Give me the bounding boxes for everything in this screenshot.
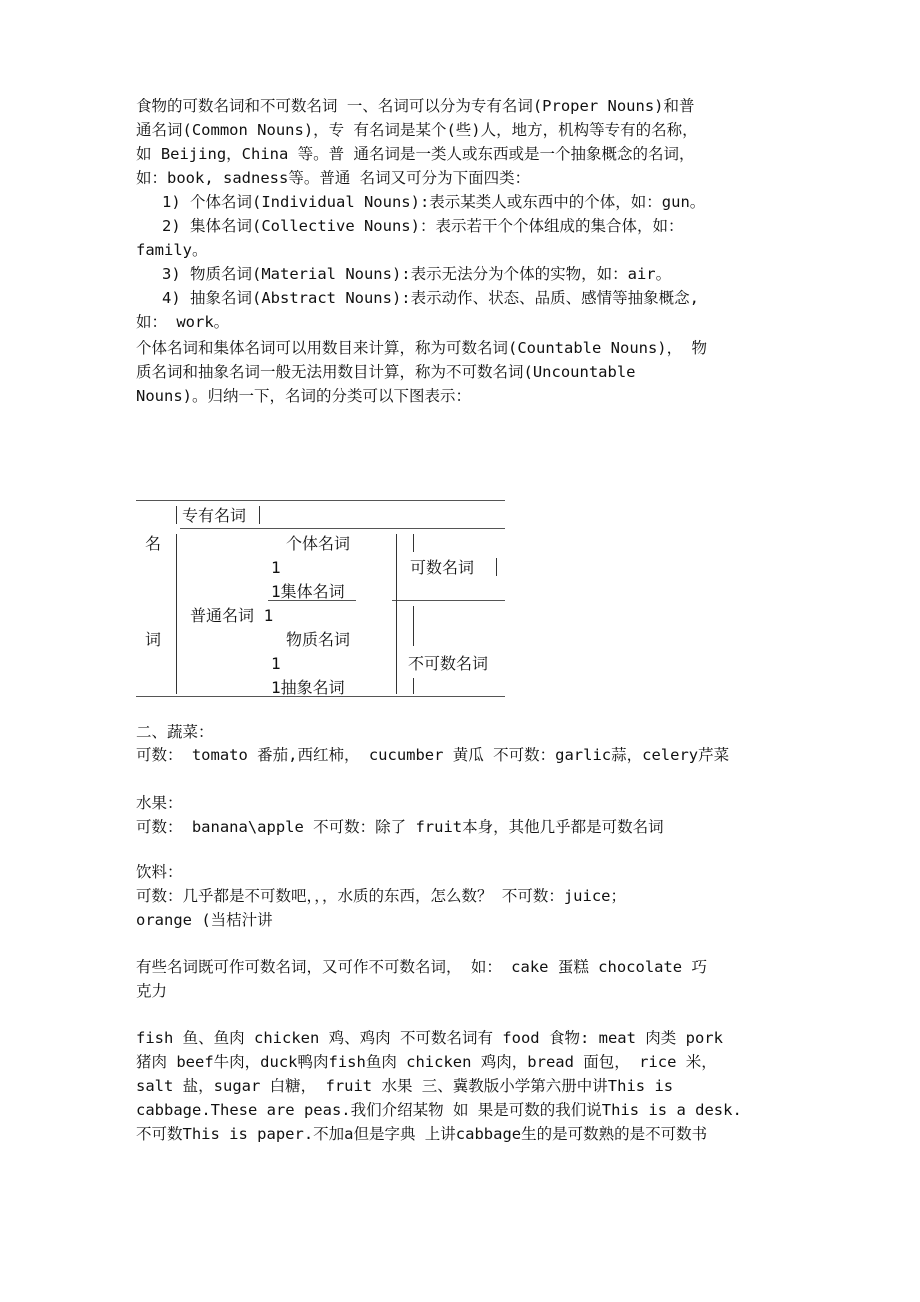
drinks-line: orange (当桔汁讲 xyxy=(136,911,273,929)
diagram-bar xyxy=(176,534,177,694)
final-line: salt 盐，sugar 白糖， fruit 水果 三、冀教版小学第六册中讲This is xyxy=(136,1077,674,1095)
final-line: fish 鱼、鱼肉 chicken 鸡、鸡肉 不可数名词有 food 食物: meat 肉类 pork xyxy=(136,1029,723,1047)
individual-noun-label: 个体名词 xyxy=(286,534,351,553)
bracket-one: 1 xyxy=(271,558,281,577)
countable-line: Nouns)。归纳一下，名词的分类可以下图表示： xyxy=(136,387,471,405)
diagram-bar xyxy=(413,678,414,694)
intro-line: 通名词(Common Nouns)，专 有名词是某个(些)人，地方，机构等专有的名称， xyxy=(136,121,698,139)
final-line: 不可数This is paper.不加a但是字典 上讲cabbage生的是可数熟的是不可数书 xyxy=(136,1125,708,1143)
countable-noun-label: 可数名词 xyxy=(410,558,475,577)
uncountable-noun-label: 不可数名词 xyxy=(408,654,489,673)
diagram-bar xyxy=(176,506,177,524)
intro-line: 如：book, sadness等。普通 名词又可分为下面四类： xyxy=(136,169,531,187)
noun-type-abstract: 4) 抽象名词(Abstract Nouns):表示动作、状态、品质、感情等抽象概念, xyxy=(162,289,699,307)
noun-type-collective-cont: family。 xyxy=(136,241,208,259)
fruit-line: 可数： banana\apple 不可数：除了 fruit本身，其他几乎都是可数名词 xyxy=(136,818,664,836)
final-line: cabbage.These are peas.我们介绍某物 如 果是可数的我们说This is a desk. xyxy=(136,1101,742,1119)
final-line: 猪肉 beef牛肉，duck鸭肉fish鱼肉 chicken 鸡肉，bread 面包， rice 米， xyxy=(136,1053,717,1071)
noun-type-material: 3) 物质名词(Material Nouns):表示无法分为个体的实物，如：air。 xyxy=(162,265,672,283)
proper-noun-label: 专有名词 xyxy=(182,506,247,525)
intro-line: 如 Beijing，China 等。普 通名词是一类人或东西或是一个抽象概念的名词， xyxy=(136,145,695,163)
diagram-bar xyxy=(496,558,497,576)
fruit-title: 水果： xyxy=(136,794,183,812)
drinks-line: 可数：几乎都是不可数吧，，，水质的东西，怎么数？ 不可数：juice； xyxy=(136,887,626,905)
both-line: 有些名词既可作可数名词，又可作不可数名词， 如： cake 蛋糕 chocolate 巧 xyxy=(136,958,707,976)
diagram-rule xyxy=(392,600,505,601)
intro-line: 食物的可数名词和不可数名词 一、名词可以分为专有名词(Proper Nouns)和普 xyxy=(136,97,695,115)
noun-type-individual: 1) 个体名词(Individual Nouns):表示某类人或东西中的个体，如：gun。 xyxy=(162,193,706,211)
both-line: 克力 xyxy=(136,982,168,1000)
bracket-one: 1 xyxy=(271,654,281,673)
diagram-top-rule xyxy=(136,500,505,501)
abstract-noun-label: 1抽象名词 xyxy=(271,678,345,697)
countable-line: 个体名词和集体名词可以用数目来计算，称为可数名词(Countable Nouns)， 物 xyxy=(136,339,707,357)
diagram-rule xyxy=(180,528,505,529)
collective-noun-label: 1集体名词 xyxy=(271,582,345,601)
countable-line: 质名词和抽象名词一般无法用数目计算，称为不可数名词(Uncountable xyxy=(136,363,636,381)
noun-type-abstract-cont: 如： work。 xyxy=(136,313,230,331)
common-noun-label: 普通名词 1 xyxy=(190,606,274,625)
diagram-bar xyxy=(259,506,260,524)
material-noun-label: 物质名词 xyxy=(286,630,351,649)
diagram-bar xyxy=(413,534,414,552)
noun-char: 名 xyxy=(145,534,162,553)
vegetables-title: 二、蔬菜： xyxy=(136,723,214,741)
drinks-title: 饮料： xyxy=(136,863,183,881)
noun-char: 词 xyxy=(145,630,162,649)
vegetables-line: 可数： tomato 番茄,西红柿， cucumber 黄瓜 不可数：garlic蒜，celery芹菜 xyxy=(136,746,730,764)
diagram-bar xyxy=(413,606,414,646)
diagram-bar xyxy=(396,534,397,694)
noun-type-collective: 2) 集体名词(Collective Nouns)：表示若干个个体组成的集合体，如： xyxy=(162,217,684,235)
